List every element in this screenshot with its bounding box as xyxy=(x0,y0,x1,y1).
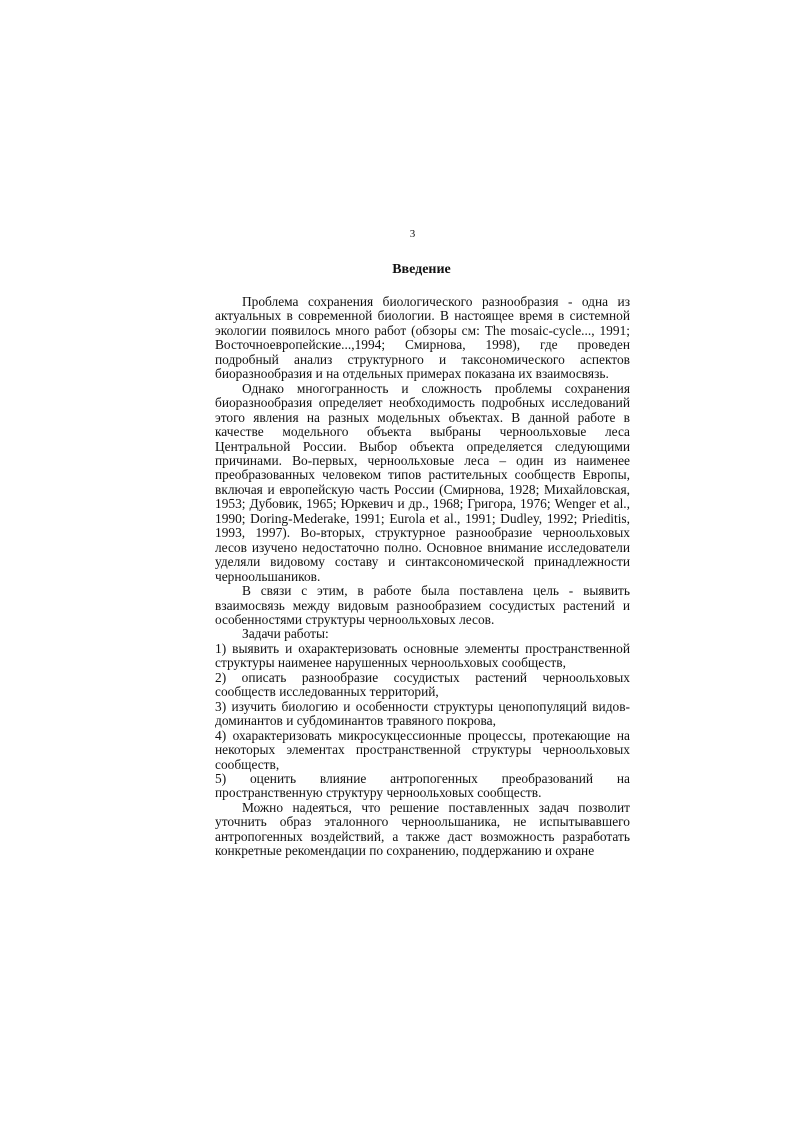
paragraph-motivation: Однако многогранность и сложность проблемы сохранения биоразнообразия определяет необходимость подробных исследований этого явления на разных модельных объектах. В данной работе в качестве модельного объекта выбраны черноольховые леса Центральной России. Выбор объекта определяется следующими причинами. Во-первых, черноольховые леса – один из наименее преобразованных человеком типов растительных сообществ Европы, включая и европейскую часть России (Смирнова, 1928; Михайловская, 1953; Дубовик, 1965; Юркевич и др., 1968; Григора, 1976; Wenger et al., 1990; Doring-Mederake, 1991; Eurola et al., 1991; Dudley, 1992; Prieditis, 1993, 1997). Во-вторых, структурное разнообразие черноольховых лесов изучено недостаточно полно. Основное внимание исследователи уделяли видовому составу и синтаксономической принадлежности черноольшаников. xyxy=(215,380,630,584)
paragraph-tasks-heading: Задачи работы: xyxy=(242,626,329,642)
paragraph-intro: Проблема сохранения биологического разнообразия - одна из актуальных в современной биологии. В настоящее время в системной экологии появилось много работ (обзоры см: The mosaic-cycle..., 1991; Восточноевропейские...,1994; Смирнова, 1998), где проведен подробный анализ структурного и таксономического аспектов биоразнообразия и на отдельных примерах показана их взаимосвязь. xyxy=(215,294,630,382)
paragraph-conclusion: Можно надеяться, что решение поставленных задач позволит уточнить образ эталонного черноольшаника, не испытывавшего антропогенных воздействий, а также даст возможность разработать конкретные рекомендации по сохранению, поддержанию и охране xyxy=(215,799,630,859)
page-number: 3 xyxy=(409,228,416,240)
body-text xyxy=(215,295,630,859)
page-title: Введение xyxy=(392,262,451,277)
paragraph-goal: В связи с этим, в работе была поставлена цель - выявить взаимосвязь между видовым разнообразием сосудистых растений и особенностями структуры черноольховых лесов. xyxy=(215,583,630,627)
list-item-task-3: 3) изучить биологию и особенности структуры ценопопуляций видов-доминантов и субдоминантов травяного покрова, xyxy=(215,698,630,729)
list-item-task-2: 2) описать разнообразие сосудистых растений черноольховых сообществ исследованных территорий, xyxy=(215,669,630,700)
list-item-task-5: 5) оценить влияние антропогенных преобразований на пространственную структуру черноольховых сообществ. xyxy=(215,770,630,801)
list-item-task-4: 4) охарактеризовать микросукцессионные процессы, протекающие на некоторых элементах пространственной структуры черноольховых сообществ, xyxy=(215,727,630,772)
list-item-task-1: 1) выявить и охарактеризовать основные элементы пространственной структуры наименее нарушенных черноольховых сообществ, xyxy=(215,640,630,671)
